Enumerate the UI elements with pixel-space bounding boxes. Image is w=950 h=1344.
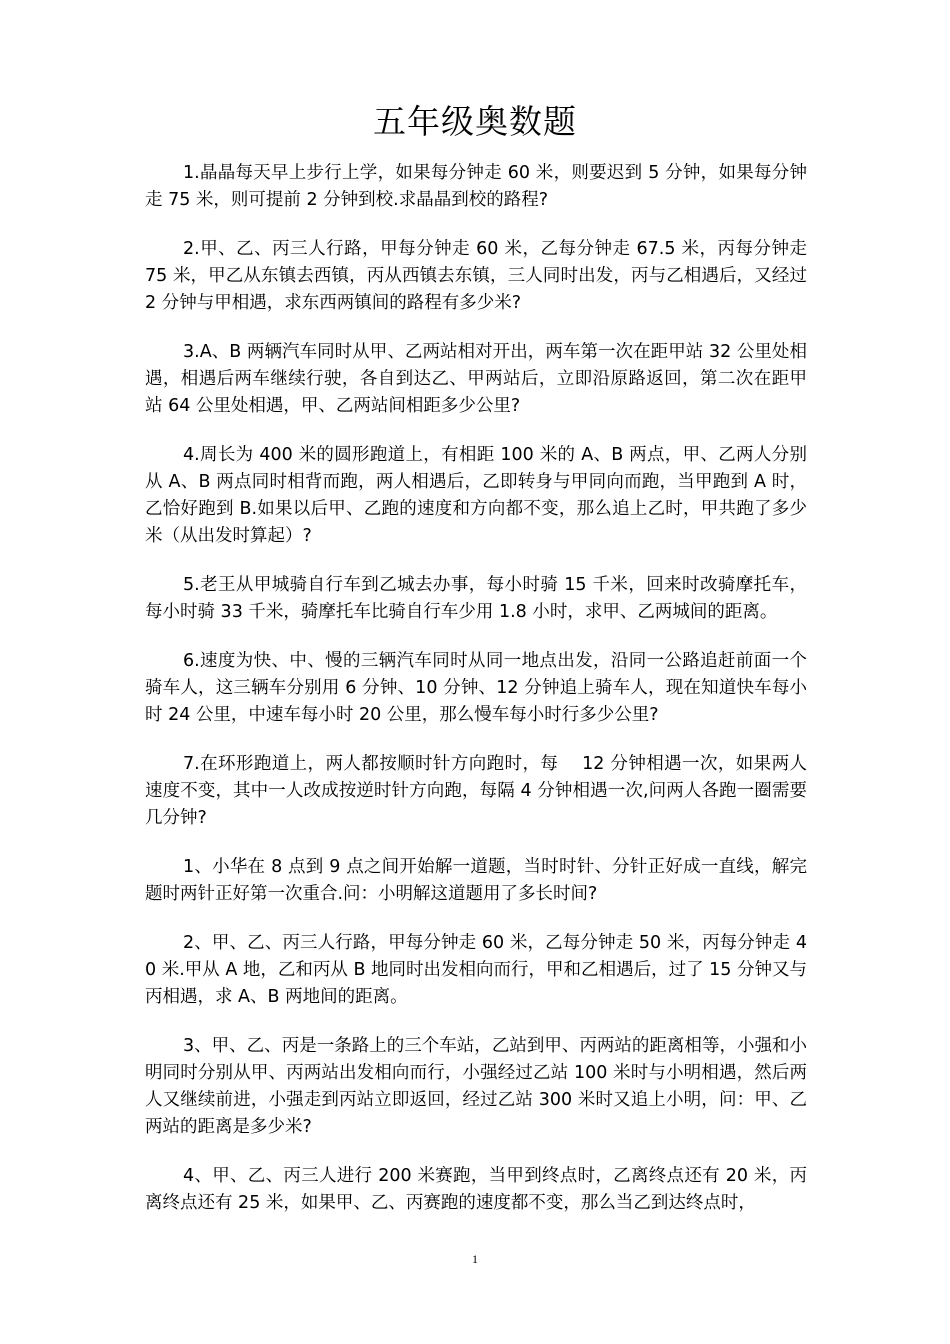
problem-3: 3.A、B 两辆汽车同时从甲、乙两站相对开出，两车第一次在距甲站 32 公里处相遇，相遇后两车继续行驶，各自到达乙、甲两站后，立即沿原路返回，第二次在距甲站 64 公里处相遇，甲、乙两站间相距多少公里? [145,342,807,416]
page-number: 1 [472,1252,478,1266]
problem-list [145,160,807,1239]
page-title: 五年级奥数题 [373,102,577,141]
problem-1: 1.晶晶每天早上步行上学，如果每分钟走 60 米，则要迟到 5 分钟，如果每分钟走 75 米，则可提前 2 分钟到校.求晶晶到校的路程? [145,163,807,210]
problem-6: 6.速度为快、中、慢的三辆汽车同时从同一地点出发，沿同一公路追赶前面一个骑车人，这三辆车分别用 6 分钟、10 分钟、12 分钟追上骑车人，现在知道快车每小时 24 公里，中速车每小时 20 公里，那么慢车每小时行多少公里? [145,651,807,725]
problem-5: 5.老王从甲城骑自行车到乙城去办事，每小时骑 15 千米，回来时改骑摩托车，每小时骑 33 千米，骑摩托车比骑自行车少用 1.8 小时，求甲、乙两城间的距离。 [145,575,807,622]
problem-7: 7.在环形跑道上，两人都按顺时针方向跑时，每 12 分钟相遇一次，如果两人速度不变，其中一人改成按逆时针方向跑，每隔 4 分钟相遇一次,问两人各跑一圈需要几分钟? [145,754,807,828]
problem-2: 2.甲、乙、丙三人行路，甲每分钟走 60 米，乙每分钟走 67.5 米，丙每分钟走 75 米，甲乙从东镇去西镇，丙从西镇去东镇，三人同时出发，丙与乙相遇后，又经过 2 分钟与甲相遇，求东西两镇间的路程有多少米? [145,239,807,313]
problem-9: 2、甲、乙、丙三人行路，甲每分钟走 60 米，乙每分钟走 50 米，丙每分钟走 40 米.甲从 A 地，乙和丙从 B 地同时出发相向而行，甲和乙相遇后，过了 15 分钟又与丙相遇，求 A、B 两地间的距离。 [145,933,807,1007]
problem-4: 4.周长为 400 米的圆形跑道上，有相距 100 米的 A、B 两点，甲、乙两人分别从 A、B 两点同时相背而跑，两人相遇后，乙即转身与甲同向而跑，当甲跑到 A 时，乙恰好跑到 B.如果以后甲、乙跑的速度和方向都不变，那么追上乙时，甲共跑了多少米（从出发时算起）? [145,445,807,546]
problem-10: 3、甲、乙、丙是一条路上的三个车站，乙站到甲、丙两站的距离相等，小强和小明同时分别从甲、丙两站出发相向而行，小强经过乙站 100 米时与小明相遇，然后两人又继续前进，小强走到丙站立即返回，经过乙站 300 米时又追上小明，问：甲、乙两站的距离是多少米? [145,1036,807,1137]
problem-8: 1、小华在 8 点到 9 点之间开始解一道题，当时时针、分针正好成一直线，解完题时两针正好第一次重合.问：小明解这道题用了多长时间? [145,857,807,904]
problem-11: 4、甲、乙、丙三人进行 200 米赛跑，当甲到终点时，乙离终点还有 20 米，丙离终点还有 25 米，如果甲、乙、丙赛跑的速度都不变，那么当乙到达终点时， [145,1166,807,1213]
